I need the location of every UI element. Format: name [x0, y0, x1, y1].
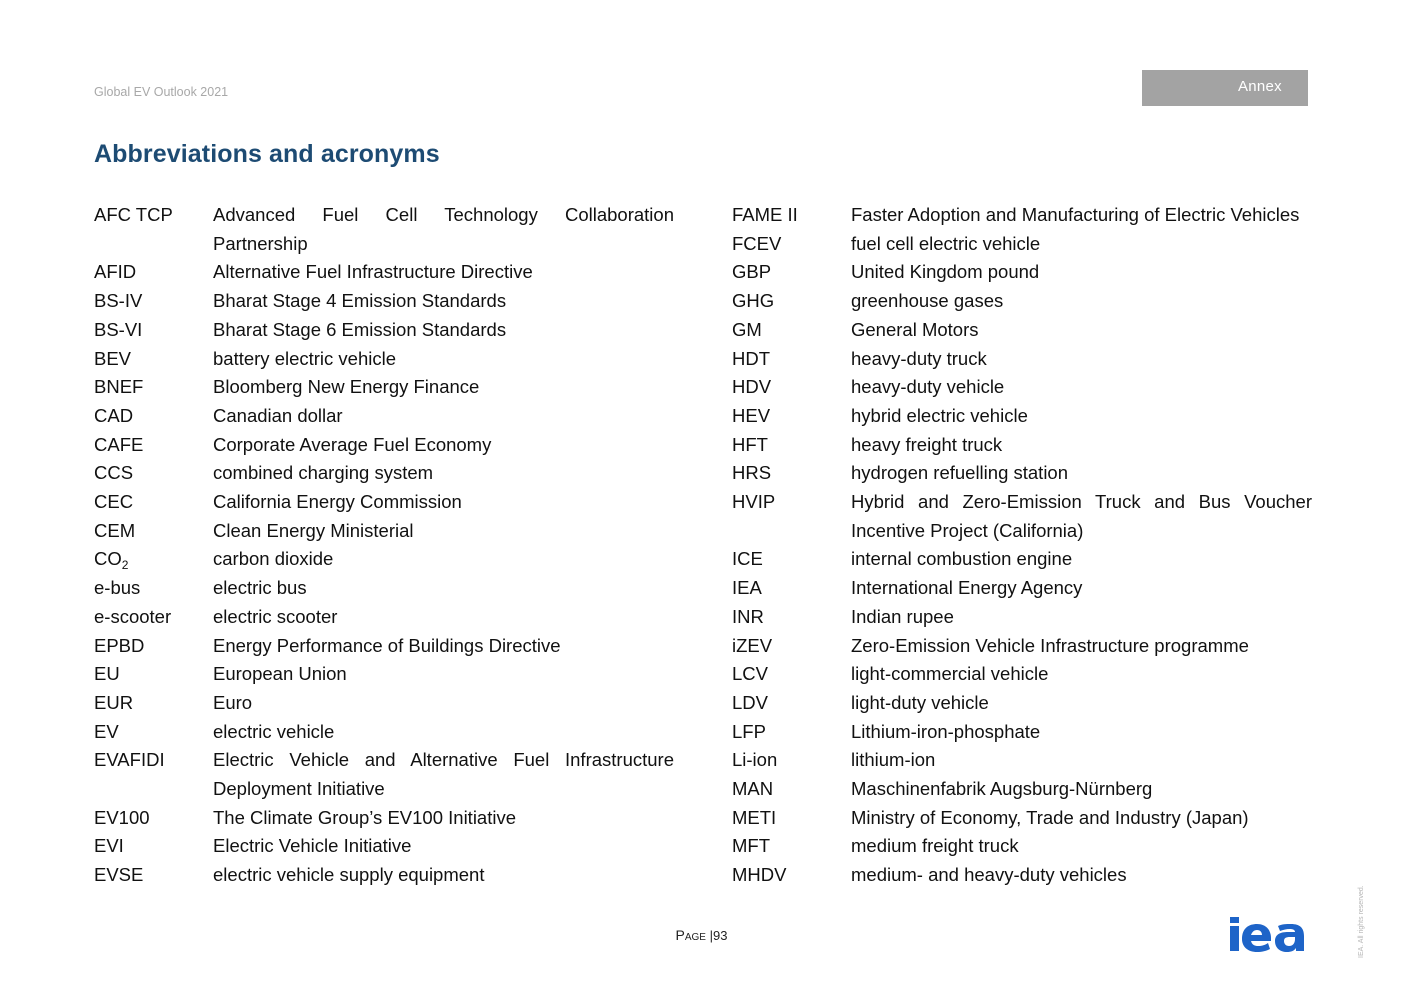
abbreviation-entry	[94, 258, 674, 287]
abbreviation-definition: lithium-ion	[851, 749, 936, 771]
abbreviation-term: CAFE	[94, 433, 144, 455]
abbreviation-term: MHDV	[732, 864, 787, 886]
abbreviation-list-right	[732, 201, 1312, 890]
abbreviation-entry	[94, 201, 674, 258]
abbreviation-definition: General Motors	[851, 318, 979, 340]
abbreviation-term: GBP	[732, 261, 772, 283]
abbreviation-term: MFT	[732, 835, 771, 857]
abbreviation-definition: greenhouse gases	[851, 290, 1004, 312]
abbreviation-entry	[732, 287, 1312, 316]
abbreviation-term: CAD	[94, 404, 134, 426]
abbreviation-definition: Electric Vehicle and Alternative Fuel Infrastructure Deployment Initiative	[213, 749, 674, 800]
abbreviation-entry	[732, 316, 1312, 345]
abbreviation-term: BEV	[94, 347, 132, 369]
abbreviation-entry	[94, 545, 674, 574]
abbreviation-entry	[732, 373, 1312, 402]
abbreviation-definition: heavy-duty truck	[851, 347, 987, 369]
abbreviation-list-left	[94, 201, 674, 890]
abbreviation-term: HVIP	[732, 491, 776, 513]
abbreviation-entry	[94, 804, 674, 833]
abbreviation-definition: light-duty vehicle	[851, 691, 989, 713]
abbreviation-definition: Corporate Average Fuel Economy	[213, 433, 492, 455]
page-label: Page	[675, 927, 706, 943]
abbreviation-definition: Advanced Fuel Cell Technology Collaboration Partnership	[213, 204, 674, 254]
abbreviation-term: EVAFIDI	[94, 749, 165, 771]
abbreviation-term: HDV	[732, 376, 772, 398]
abbreviation-definition: fuel cell electric vehicle	[851, 232, 1041, 254]
abbreviation-entry	[94, 345, 674, 374]
abbreviation-definition: Maschinenfabrik Augsburg-Nürnberg	[851, 778, 1153, 800]
abbreviation-definition: Canadian dollar	[213, 404, 343, 426]
abbreviation-definition: Indian rupee	[851, 605, 954, 627]
abbreviation-term: INR	[732, 605, 764, 627]
abbreviation-entry	[94, 459, 674, 488]
abbreviation-term: HFT	[732, 433, 768, 455]
abbreviation-term: LCV	[732, 663, 768, 685]
abbreviation-entry	[732, 632, 1312, 661]
abbreviation-term: HDT	[732, 347, 771, 369]
abbreviation-term: EUR	[94, 691, 134, 713]
page-footer	[0, 927, 1403, 943]
abbreviation-entry	[94, 574, 674, 603]
abbreviation-definition: light-commercial vehicle	[851, 663, 1049, 685]
abbreviation-definition: electric vehicle	[213, 720, 335, 742]
abbreviation-definition: Bharat Stage 4 Emission Standards	[213, 290, 507, 312]
abbreviation-definition: Hybrid and Zero-Emission Truck and Bus Voucher Incentive Project (California)	[851, 491, 1312, 541]
abbreviation-entry	[732, 201, 1312, 230]
abbreviation-term: EU	[94, 663, 120, 685]
abbreviation-entry	[732, 689, 1312, 718]
section-tab-annex: Annex	[1142, 70, 1308, 106]
abbreviation-definition: medium- and heavy-duty vehicles	[851, 864, 1127, 886]
abbreviation-entry	[94, 517, 674, 546]
abbreviation-term: iZEV	[732, 634, 773, 656]
abbreviation-definition: heavy freight truck	[851, 433, 1003, 455]
abbreviation-term: EV100	[94, 806, 150, 828]
abbreviation-entry	[94, 603, 674, 632]
abbreviation-entry	[732, 258, 1312, 287]
abbreviation-term: HEV	[732, 404, 771, 426]
abbreviation-term: $CO_2$	[94, 548, 129, 573]
abbreviation-subscript: 2	[121, 558, 129, 573]
abbreviation-entry	[732, 545, 1312, 574]
abbreviation-term: e-bus	[94, 577, 141, 599]
abbreviation-term: METI	[732, 806, 777, 828]
abbreviation-term: LDV	[732, 691, 768, 713]
abbreviation-term: CEC	[94, 491, 134, 513]
abbreviation-entry	[732, 459, 1312, 488]
abbreviation-entry	[732, 402, 1312, 431]
abbreviation-definition: Euro	[213, 691, 253, 713]
abbreviation-term: AFID	[94, 261, 137, 283]
running-header-title: Global EV Outlook 2021	[94, 85, 229, 99]
abbreviation-entry	[732, 603, 1312, 632]
abbreviation-entry	[732, 660, 1312, 689]
abbreviation-entry	[732, 775, 1312, 804]
abbreviation-definition: European Union	[213, 663, 347, 685]
abbreviation-entry	[732, 718, 1312, 747]
abbreviation-term: CEM	[94, 519, 136, 541]
abbreviation-definition: Zero-Emission Vehicle Infrastructure programme	[851, 634, 1249, 656]
abbreviation-entry	[94, 632, 674, 661]
abbreviation-definition: Alternative Fuel Infrastructure Directive	[213, 261, 533, 283]
abbreviation-term: IEA	[732, 577, 762, 599]
abbreviation-definition: heavy-duty vehicle	[851, 376, 1005, 398]
abbreviation-entry	[94, 316, 674, 345]
abbreviation-definition: California Energy Commission	[213, 491, 462, 513]
logo-text: iea	[1229, 913, 1231, 914]
abbreviation-entry	[94, 287, 674, 316]
abbreviation-entry	[732, 345, 1312, 374]
abbreviation-definition: Energy Performance of Buildings Directive	[213, 634, 561, 656]
abbreviation-entry	[732, 488, 1312, 545]
abbreviation-definition: United Kingdom pound	[851, 261, 1040, 283]
abbreviation-definition: medium freight truck	[851, 835, 1019, 857]
abbreviation-term: e-scooter	[94, 605, 172, 627]
abbreviation-term: FAME II	[732, 204, 798, 225]
abbreviation-term: LFP	[732, 720, 766, 742]
abbreviation-entry	[94, 832, 674, 861]
rights-notice: IEA. All rights reserved.	[1358, 885, 1365, 958]
abbreviation-entry	[94, 718, 674, 747]
abbreviation-entry	[94, 402, 674, 431]
abbreviation-entry	[94, 373, 674, 402]
abbreviation-term: HRS	[732, 462, 772, 484]
abbreviation-definition: Electric Vehicle Initiative	[213, 835, 412, 857]
abbreviation-term: ICE	[732, 548, 763, 570]
abbreviation-definition: Ministry of Economy, Trade and Industry (Japan)	[851, 806, 1249, 828]
page-title: Abbreviations and acronyms	[94, 140, 440, 168]
abbreviation-entry	[94, 660, 674, 689]
abbreviation-entry	[94, 689, 674, 718]
abbreviation-term: GHG	[732, 290, 775, 312]
abbreviation-entry	[732, 804, 1312, 833]
abbreviation-entry	[732, 431, 1312, 460]
abbreviation-definition: Lithium-iron-phosphate	[851, 720, 1041, 742]
abbreviation-term: FCEV	[732, 232, 782, 254]
page-separator: |	[709, 928, 713, 943]
abbreviation-definition: Bloomberg New Energy Finance	[213, 376, 480, 398]
abbreviation-entry	[94, 431, 674, 460]
abbreviation-term: EVI	[94, 835, 124, 857]
abbreviation-entry	[94, 746, 674, 803]
abbreviation-term: CCS	[94, 462, 134, 484]
abbreviation-definition: electric vehicle supply equipment	[213, 864, 485, 886]
abbreviation-definition: The Climate Group’s EV100 Initiative	[213, 806, 517, 828]
abbreviation-entry	[94, 488, 674, 517]
abbreviation-entry	[732, 746, 1312, 775]
abbreviation-term: MAN	[732, 778, 774, 800]
abbreviation-definition: electric bus	[213, 577, 307, 599]
page-number: 93	[713, 928, 728, 943]
abbreviation-entry	[732, 230, 1312, 259]
abbreviation-term: BS-IV	[94, 290, 143, 312]
abbreviation-definition: combined charging system	[213, 462, 434, 484]
abbreviation-term: Li-ion	[732, 749, 778, 771]
abbreviation-term: BS-VI	[94, 318, 143, 340]
abbreviation-term: EV	[94, 720, 119, 742]
abbreviation-definition: International Energy Agency	[851, 577, 1083, 599]
abbreviation-term: BNEF	[94, 376, 144, 398]
abbreviation-definition: Clean Energy Ministerial	[213, 519, 414, 541]
abbreviation-entry	[732, 861, 1312, 890]
abbreviation-entry	[732, 574, 1312, 603]
abbreviation-definition: hydrogen refuelling station	[851, 462, 1069, 484]
abbreviation-entry	[94, 861, 674, 890]
abbreviation-definition: carbon dioxide	[213, 548, 334, 570]
abbreviation-definition: electric scooter	[213, 605, 338, 627]
abbreviation-entry	[732, 832, 1312, 861]
abbreviation-term: EPBD	[94, 634, 145, 656]
abbreviation-definition: hybrid electric vehicle	[851, 404, 1028, 426]
abbreviation-term: GM	[732, 318, 762, 340]
abbreviation-term: AFC TCP	[94, 204, 173, 225]
abbreviation-definition: internal combustion engine	[851, 548, 1073, 570]
abbreviation-definition: Faster Adoption and Manufacturing of Electric Vehicles	[851, 204, 1300, 225]
abbreviation-definition: Bharat Stage 6 Emission Standards	[213, 318, 507, 340]
iea-logo	[1229, 913, 1309, 953]
abbreviation-definition: battery electric vehicle	[213, 347, 397, 369]
abbreviation-term: EVSE	[94, 864, 144, 886]
